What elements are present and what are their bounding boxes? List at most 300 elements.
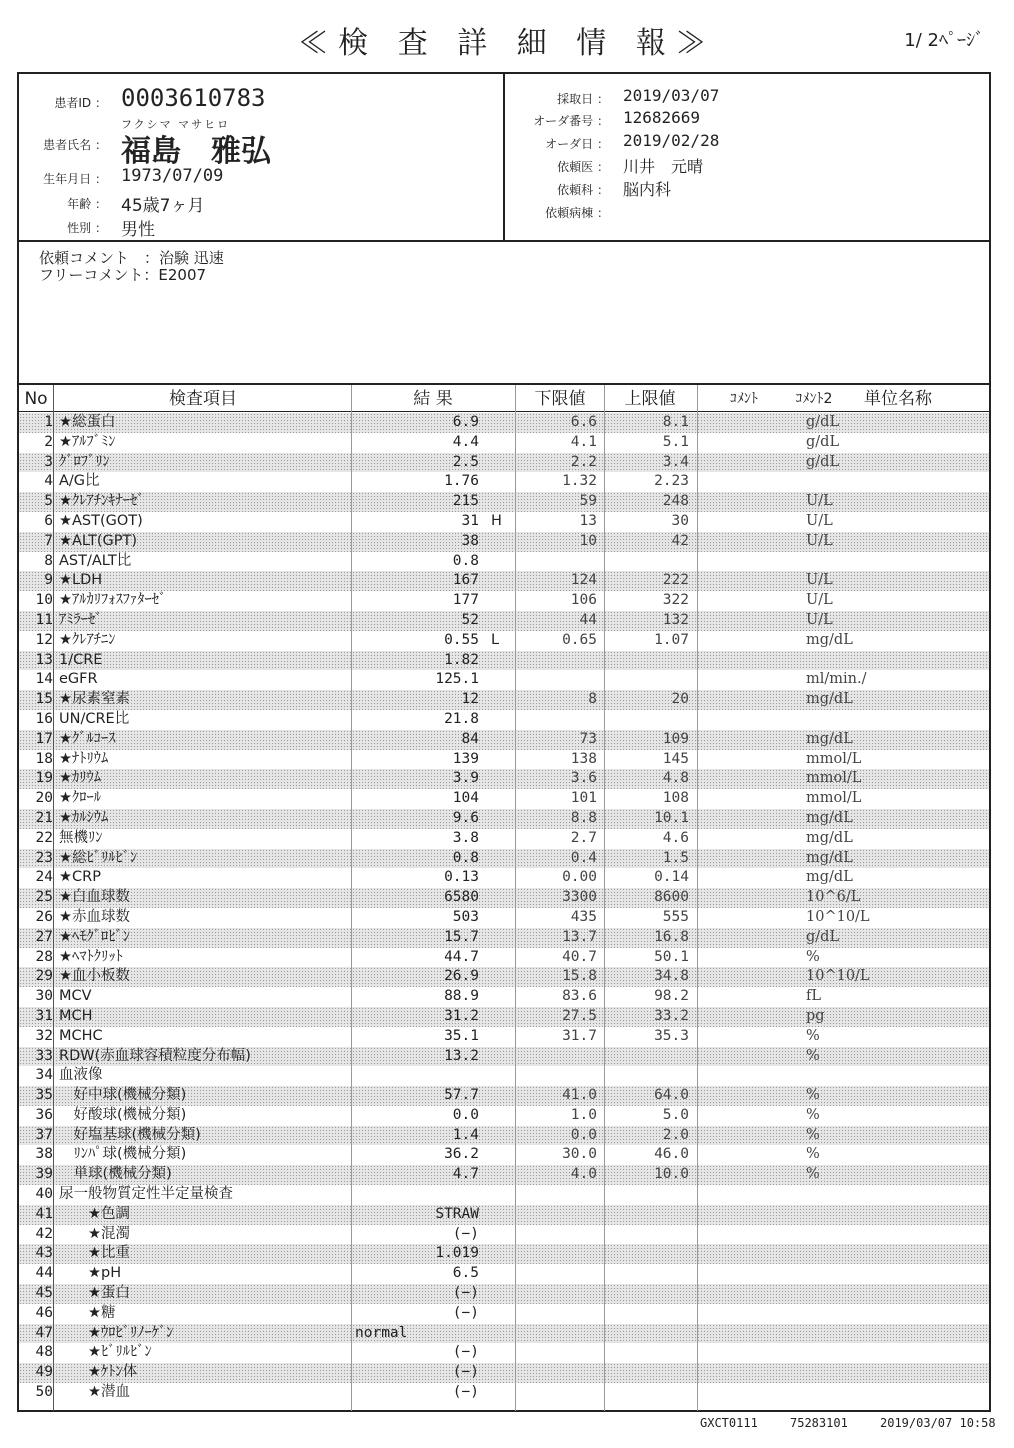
row-item: 好塩基球(機械分類): [59, 1126, 201, 1143]
row-result: 0.13: [444, 869, 479, 886]
row-unit: %: [806, 1166, 820, 1183]
col-comment: ｺﾒﾝﾄ: [730, 391, 758, 407]
row-unit: mg/dL: [806, 631, 853, 648]
row-item: ｸﾞﾛﾌﾞﾘﾝ: [59, 453, 110, 470]
row-item: ★ﾋﾞﾘﾙﾋﾞﾝ: [59, 1344, 152, 1361]
row-unit: U/L: [806, 592, 833, 609]
table-row: [19, 1205, 989, 1225]
row-no: 36: [35, 1106, 53, 1123]
row-item: ★ｶﾙｼｳﾑ: [59, 809, 109, 826]
doctor-name: 川井 元晴: [623, 157, 704, 176]
row-low: 27.5: [562, 1007, 597, 1024]
row-item: MCV: [59, 988, 92, 1005]
row-result: (−): [452, 1304, 479, 1321]
row-high: 8600: [654, 889, 689, 906]
row-result: 21.8: [444, 710, 479, 727]
table-row: [19, 472, 989, 492]
row-item: ★総蛋白: [59, 414, 116, 430]
row-no: 24: [35, 869, 53, 886]
row-unit: ml/min./: [806, 671, 867, 688]
row-high: 132: [662, 611, 689, 628]
row-no: 11: [35, 611, 53, 628]
table-row: [19, 1007, 989, 1027]
row-high: 4.6: [662, 829, 689, 846]
row-no: 17: [35, 730, 53, 747]
row-low: 44: [579, 611, 597, 628]
table-row: [19, 413, 989, 433]
row-result: 52: [461, 611, 479, 628]
row-no: 2: [44, 433, 53, 450]
table-row: [19, 908, 989, 928]
row-item: eGFR: [59, 671, 98, 688]
row-no: 7: [44, 532, 53, 549]
row-low: 15.8: [562, 968, 597, 985]
row-high: 10.1: [654, 809, 689, 826]
row-item: MCH: [59, 1007, 93, 1024]
row-result: 4.7: [452, 1166, 479, 1183]
col-sep: [515, 385, 516, 1411]
row-result: 1.019: [435, 1245, 479, 1262]
row-low: 41.0: [562, 1087, 597, 1104]
row-low: 83.6: [562, 988, 597, 1005]
order-date-label: オーダ日 ：: [545, 137, 609, 151]
request-comment: [39, 250, 224, 267]
row-result: 139: [452, 750, 479, 767]
row-no: 33: [35, 1047, 53, 1064]
row-low: 2.7: [570, 829, 597, 846]
patient-name-label: 患者氏名 ：: [43, 138, 107, 152]
row-unit: mg/dL: [806, 849, 853, 866]
row-item: ★蛋白: [59, 1285, 130, 1302]
page-number: 1/ 2ﾍﾟｰｼﾞ: [904, 30, 984, 51]
table-row: [19, 809, 989, 829]
row-high: 8.1: [662, 414, 689, 430]
row-unit: U/L: [806, 493, 833, 510]
row-low: 435: [570, 908, 597, 925]
row-unit: pg: [806, 1007, 825, 1024]
row-result: 35.1: [444, 1027, 479, 1044]
row-item: ★AST(GOT): [59, 512, 143, 529]
row-unit: U/L: [806, 532, 833, 549]
row-unit: mg/dL: [806, 869, 853, 886]
row-no: 14: [35, 671, 53, 688]
order-number: 12682669: [623, 108, 701, 127]
row-low: 1.32: [562, 473, 597, 490]
row-unit: mmol/L: [806, 750, 862, 767]
table-row: [19, 1165, 989, 1185]
table-row: [19, 611, 989, 631]
row-no: 35: [35, 1087, 53, 1104]
table-row: [19, 967, 989, 987]
row-high: 1.5: [662, 849, 689, 866]
row-high: 248: [662, 493, 689, 510]
row-result: 503: [452, 908, 479, 925]
row-item: ★ﾅﾄﾘｳﾑ: [59, 750, 109, 767]
row-no: 26: [35, 908, 53, 925]
order-number-label: オーダ番号 ：: [533, 114, 609, 128]
col-unit: 単位名称: [864, 389, 932, 409]
row-unit: %: [806, 1126, 820, 1143]
row-low: 106: [570, 592, 597, 609]
footer-datetime: 2019/03/07 10:58: [880, 1416, 996, 1430]
row-item: 血液像: [59, 1067, 103, 1084]
row-result: 6.9: [452, 414, 479, 430]
table-row: [19, 730, 989, 750]
patient-id-label: 患者ID ：: [54, 96, 107, 110]
row-item: 好酸球(機械分類): [59, 1106, 187, 1123]
row-high: 35.3: [654, 1027, 689, 1044]
row-high: 42: [671, 532, 689, 549]
row-result: 215: [452, 493, 479, 510]
row-result: 84: [461, 730, 479, 747]
row-high: 2.0: [662, 1126, 689, 1143]
collect-date-label: 採取日 ：: [557, 92, 609, 106]
table-row: [19, 987, 989, 1007]
row-unit: U/L: [806, 512, 833, 529]
row-no: 38: [35, 1146, 53, 1163]
row-result: 1.76: [444, 473, 479, 490]
table-row: [19, 1264, 989, 1284]
row-no: 39: [35, 1166, 53, 1183]
row-no: 46: [35, 1304, 53, 1321]
row-item: 無機ﾘﾝ: [59, 829, 103, 846]
header-divider: [503, 74, 505, 241]
table-row: [19, 829, 989, 849]
table-row: [19, 750, 989, 770]
row-result: 3.8: [452, 829, 479, 846]
row-unit: U/L: [806, 572, 833, 589]
col-sep: [604, 385, 605, 1411]
row-no: 5: [44, 493, 53, 510]
patient-kana: フクシマ マサヒロ: [121, 118, 231, 131]
table-row: [19, 631, 989, 651]
table-row: [19, 591, 989, 611]
row-result: 2.5: [452, 453, 479, 470]
table-row: [19, 1086, 989, 1106]
table-row: [19, 849, 989, 869]
table-row: [19, 670, 989, 690]
row-high: 4.8: [662, 770, 689, 787]
table-row: [19, 1324, 989, 1344]
row-item: ★白血球数: [59, 889, 130, 906]
row-low: 0.4: [570, 849, 597, 866]
row-no: 22: [35, 829, 53, 846]
row-item: ★総ﾋﾞﾘﾙﾋﾞﾝ: [59, 849, 138, 866]
row-high: 46.0: [654, 1146, 689, 1163]
row-low: 59: [579, 493, 597, 510]
row-high: 5.0: [662, 1106, 689, 1123]
col-sep: [351, 385, 352, 1411]
row-no: 45: [35, 1285, 53, 1302]
row-no: 30: [35, 988, 53, 1005]
table-row: [19, 1363, 989, 1383]
row-no: 34: [35, 1067, 53, 1084]
dept-label: 依頼科 ：: [557, 183, 609, 197]
row-high: 30: [671, 512, 689, 529]
row-no: 28: [35, 948, 53, 965]
row-unit: 10^10/L: [806, 908, 870, 925]
footer-number: 75283101: [790, 1416, 848, 1430]
row-no: 42: [35, 1225, 53, 1242]
row-no: 27: [35, 928, 53, 945]
table-row: [19, 1066, 989, 1086]
row-unit: g/dL: [806, 414, 840, 430]
dob-value: 1973/07/09: [121, 166, 224, 186]
row-no: 23: [35, 849, 53, 866]
row-no: 12: [35, 631, 53, 648]
table-row: [19, 433, 989, 453]
row-no: 18: [35, 750, 53, 767]
col-result: 結 果: [413, 389, 453, 409]
row-no: 47: [35, 1324, 53, 1341]
table-row: [19, 868, 989, 888]
row-result: (−): [452, 1364, 479, 1381]
row-no: 13: [35, 651, 53, 668]
row-low: 1.0: [570, 1106, 597, 1123]
row-item: ★ｳﾛﾋﾞﾘﾉｰｹﾞﾝ: [59, 1324, 174, 1341]
row-result: 88.9: [444, 988, 479, 1005]
row-result: 167: [452, 572, 479, 589]
row-result: (−): [452, 1225, 479, 1242]
row-unit: %: [806, 1106, 820, 1123]
row-result: 1.82: [444, 651, 479, 668]
header-bottom-rule: [19, 240, 989, 242]
table-top-rule: [19, 383, 989, 385]
row-item: ★糖: [59, 1304, 116, 1321]
row-unit: mmol/L: [806, 790, 862, 807]
row-item: ★CRP: [59, 869, 101, 886]
free-comment-label: フリーコメント：: [39, 266, 159, 284]
row-result: STRAW: [435, 1205, 479, 1222]
row-item: ★ALT(GPT): [59, 532, 138, 549]
sex-value: 男性: [121, 220, 155, 240]
row-high: 109: [662, 730, 689, 747]
row-item: 1/CRE: [59, 651, 103, 668]
row-low: 73: [579, 730, 597, 747]
row-high: 555: [662, 908, 689, 925]
row-result: 0.55: [444, 631, 479, 648]
row-unit: mg/dL: [806, 809, 853, 826]
ward-label: 依頼病棟 ：: [545, 206, 609, 220]
row-low: 138: [570, 750, 597, 767]
row-low: 2.2: [570, 453, 597, 470]
row-high: 34.8: [654, 968, 689, 985]
table-row: [19, 888, 989, 908]
row-no: 41: [35, 1205, 53, 1222]
row-low: 8: [588, 691, 597, 708]
row-unit: %: [806, 1047, 820, 1064]
report-frame: [17, 72, 991, 1412]
row-high: 5.1: [662, 433, 689, 450]
row-low: 13: [579, 512, 597, 529]
row-high: 222: [662, 572, 689, 589]
row-item: ★赤血球数: [59, 908, 130, 925]
row-low: 40.7: [562, 948, 597, 965]
row-no: 48: [35, 1344, 53, 1361]
row-result: 125.1: [435, 671, 479, 688]
row-result: 1.4: [452, 1126, 479, 1143]
row-no: 43: [35, 1245, 53, 1262]
row-item: ★色調: [59, 1205, 130, 1222]
row-low: 8.8: [570, 809, 597, 826]
row-no: 21: [35, 809, 53, 826]
patient-id: 0003610783: [121, 84, 266, 112]
row-result: 12: [461, 691, 479, 708]
row-flag: H: [491, 512, 502, 529]
row-no: 10: [35, 592, 53, 609]
row-unit: mg/dL: [806, 829, 853, 846]
row-no: 1: [44, 414, 53, 430]
table-row: [19, 453, 989, 473]
row-no: 3: [44, 453, 53, 470]
row-item: ★ｱﾙﾌﾞﾐﾝ: [59, 433, 116, 450]
row-low: 0.0: [570, 1126, 597, 1143]
col-sep: [697, 385, 698, 1411]
row-high: 145: [662, 750, 689, 767]
row-high: 10.0: [654, 1166, 689, 1183]
row-result: 36.2: [444, 1146, 479, 1163]
row-result: 15.7: [444, 928, 479, 945]
footer-code: GXCT0111: [700, 1416, 758, 1430]
table-row: [19, 710, 989, 730]
row-result: (−): [452, 1344, 479, 1361]
patient-name: 福島 雅弘: [121, 134, 271, 169]
row-unit: %: [806, 1146, 820, 1163]
row-item: ★ｹﾄﾝ体: [59, 1364, 138, 1381]
row-result: 6.5: [452, 1265, 479, 1282]
age-value: 45歳7ヶ月: [121, 196, 205, 216]
row-high: 64.0: [654, 1087, 689, 1104]
row-item: ★ｸﾚｱﾁﾝｷﾅｰｾﾞ: [59, 493, 145, 510]
table-row: [19, 928, 989, 948]
table-row: [19, 1185, 989, 1205]
row-no: 16: [35, 710, 53, 727]
row-no: 37: [35, 1126, 53, 1143]
table-row: [19, 651, 989, 671]
row-unit: mg/dL: [806, 730, 853, 747]
row-item: ★尿素窒素: [59, 691, 130, 708]
row-no: 20: [35, 790, 53, 807]
row-unit: fL: [806, 988, 821, 1005]
row-high: 98.2: [654, 988, 689, 1005]
row-item: UN/CRE比: [59, 710, 130, 727]
row-result: 0.8: [452, 552, 479, 569]
row-high: 108: [662, 790, 689, 807]
row-result: 44.7: [444, 948, 479, 965]
table-row: [19, 690, 989, 710]
table-row: [19, 1343, 989, 1363]
row-unit: %: [806, 948, 820, 965]
row-result: 31: [461, 512, 479, 529]
col-low: 下限値: [534, 389, 586, 409]
row-no: 4: [44, 473, 53, 490]
table-row: [19, 1126, 989, 1146]
row-result: 38: [461, 532, 479, 549]
row-no: 25: [35, 889, 53, 906]
table-row: [19, 1225, 989, 1245]
row-low: 10: [579, 532, 597, 549]
row-high: 3.4: [662, 453, 689, 470]
row-low: 0.00: [562, 869, 597, 886]
row-result: 26.9: [444, 968, 479, 985]
row-no: 49: [35, 1364, 53, 1381]
row-flag: L: [491, 631, 500, 648]
row-item: 尿一般物質定性半定量検査: [59, 1186, 233, 1203]
row-item: ★ｸﾚｱﾁﾆﾝ: [59, 631, 116, 648]
row-result: 4.4: [452, 433, 479, 450]
request-comment-value: 治験 迅速: [159, 249, 224, 267]
table-row: [19, 1027, 989, 1047]
table-row: [19, 552, 989, 572]
row-no: 31: [35, 1007, 53, 1024]
table-row: [19, 1304, 989, 1324]
row-no: 29: [35, 968, 53, 985]
col-no: No: [24, 389, 48, 409]
row-low: 6.6: [570, 414, 597, 430]
row-unit: g/dL: [806, 433, 840, 450]
free-comment: [39, 267, 224, 284]
row-no: 44: [35, 1265, 53, 1282]
row-item: RDW(赤血球容積粒度分布幅): [59, 1047, 251, 1064]
row-result: (−): [452, 1384, 479, 1401]
dob-label: 生年月日 ：: [43, 172, 107, 186]
collect-date: 2019/03/07: [623, 86, 720, 105]
row-low: 3300: [562, 889, 597, 906]
row-low: 3.6: [570, 770, 597, 787]
row-unit: %: [806, 1087, 820, 1104]
row-result: 3.9: [452, 770, 479, 787]
row-result: 6580: [444, 889, 479, 906]
row-low: 0.65: [562, 631, 597, 648]
table-row: [19, 769, 989, 789]
row-unit: 10^10/L: [806, 968, 870, 985]
request-comment-label: 依頼コメント ：: [39, 249, 160, 267]
table-row: [19, 1383, 989, 1403]
row-high: 16.8: [654, 928, 689, 945]
table-row: [19, 1106, 989, 1126]
row-item: ★ﾍﾏﾄｸﾘｯﾄ: [59, 948, 123, 965]
comment-block: [39, 250, 224, 284]
row-item: 好中球(機械分類): [59, 1087, 187, 1104]
report-title: ≪検 査 詳 細 情 報≫: [298, 26, 716, 61]
row-result: 177: [452, 592, 479, 609]
row-item: ﾘﾝﾊﾟ球(機械分類): [59, 1146, 187, 1163]
row-high: 50.1: [654, 948, 689, 965]
table-row: [19, 948, 989, 968]
table-row: [19, 1284, 989, 1304]
row-no: 19: [35, 770, 53, 787]
row-result: 13.2: [444, 1047, 479, 1064]
row-result: normal: [355, 1324, 408, 1341]
row-no: 15: [35, 691, 53, 708]
free-comment-value: E2007: [158, 266, 207, 284]
row-low: 124: [570, 572, 597, 589]
row-unit: g/dL: [806, 453, 840, 470]
row-result: 0.0: [452, 1106, 479, 1123]
order-date: 2019/02/28: [623, 131, 720, 150]
row-low: 30.0: [562, 1146, 597, 1163]
row-item: ★ｸﾞﾙｺｰｽ: [59, 730, 116, 747]
col-item: 検査項目: [169, 389, 237, 409]
row-item: ★ｶﾘｳﾑ: [59, 770, 101, 787]
dept-name: 脳内科: [623, 180, 672, 199]
table-row: [19, 492, 989, 512]
row-low: 101: [570, 790, 597, 807]
row-no: 6: [44, 512, 53, 529]
row-unit: g/dL: [806, 928, 840, 945]
row-no: 9: [44, 572, 53, 589]
row-unit: mmol/L: [806, 770, 862, 787]
